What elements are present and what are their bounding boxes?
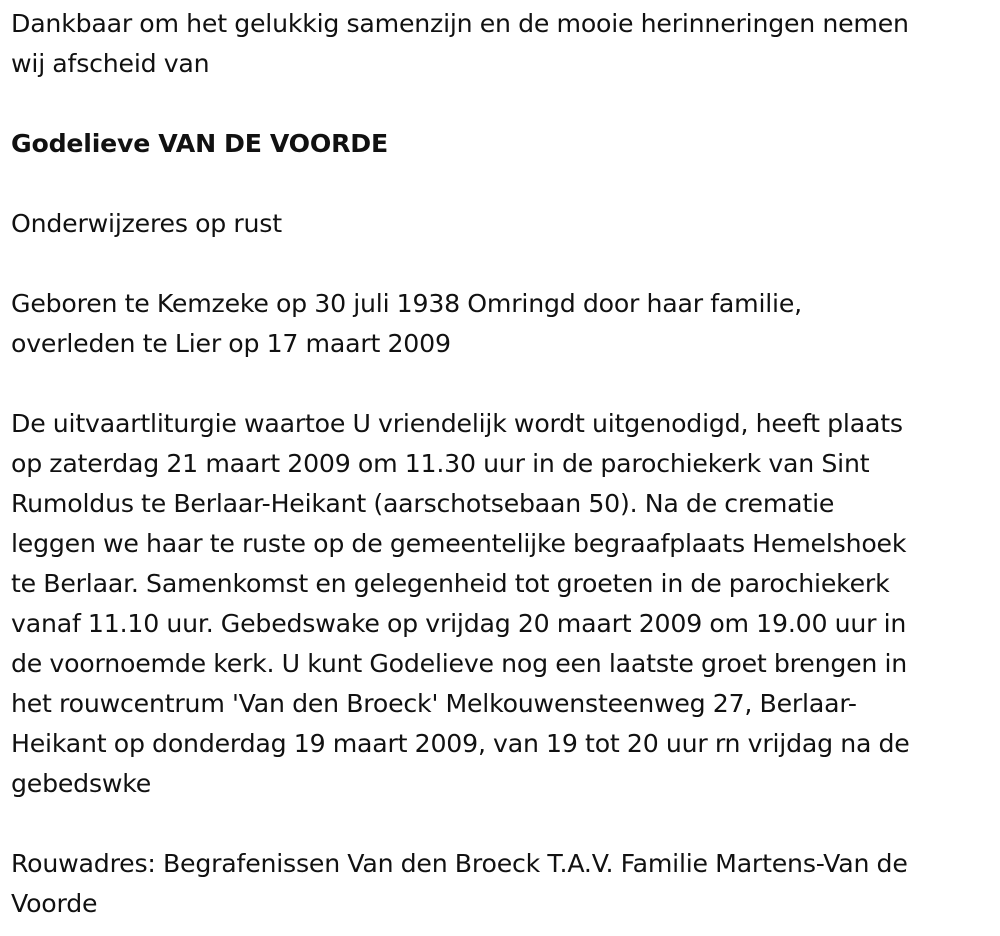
spacer bbox=[11, 244, 991, 284]
intro-text: Dankbaar om het gelukkig samenzijn en de mooie herinneringen nemen wij afscheid van bbox=[11, 9, 909, 78]
occupation-text: Onderwijzeres op rust bbox=[11, 209, 282, 238]
spacer bbox=[11, 364, 991, 404]
deceased-name: Godelieve VAN DE VOORDE bbox=[11, 129, 388, 158]
spacer bbox=[11, 84, 991, 124]
birth-death-text: Geboren te Kemzeke op 30 juli 1938 Omringd door haar familie, overleden te Lier op 17 maart 2009 bbox=[11, 289, 802, 358]
ceremony-text: De uitvaartliturgie waartoe U vriendelijk wordt uitgenodigd, heeft plaats op zaterdag 21 maart 2009 om 11.30 uur in de parochiekerk van Sint Rumoldus te Berlaar-Heikant (aarschotsebaan 50). Na de crematie leggen we haar te ruste op de gemeentelijke begraafplaats Hemelshoek te Berlaar. Samenkomst en gelegenheid tot groeten in de parochiekerk vanaf 11.10 uur. Gebedswake op vrijdag 20 maart 2009 om 19.00 uur in de voornoemde kerk. U kunt Godelieve nog een laatste groet brengen in het rouwcentrum 'Van den Broeck' Melkouwensteenweg 27, Berlaar- Heikant op donderdag 19 maart 2009, van 19 tot 20 uur rn vrijdag na de gebedswke bbox=[11, 409, 910, 798]
spacer bbox=[11, 804, 991, 844]
spacer bbox=[11, 164, 991, 204]
mourning-address: Rouwadres: Begrafenissen Van den Broeck T.A.V. Familie Martens-Van de Voorde bbox=[11, 849, 908, 918]
obituary-notice bbox=[11, 4, 991, 924]
